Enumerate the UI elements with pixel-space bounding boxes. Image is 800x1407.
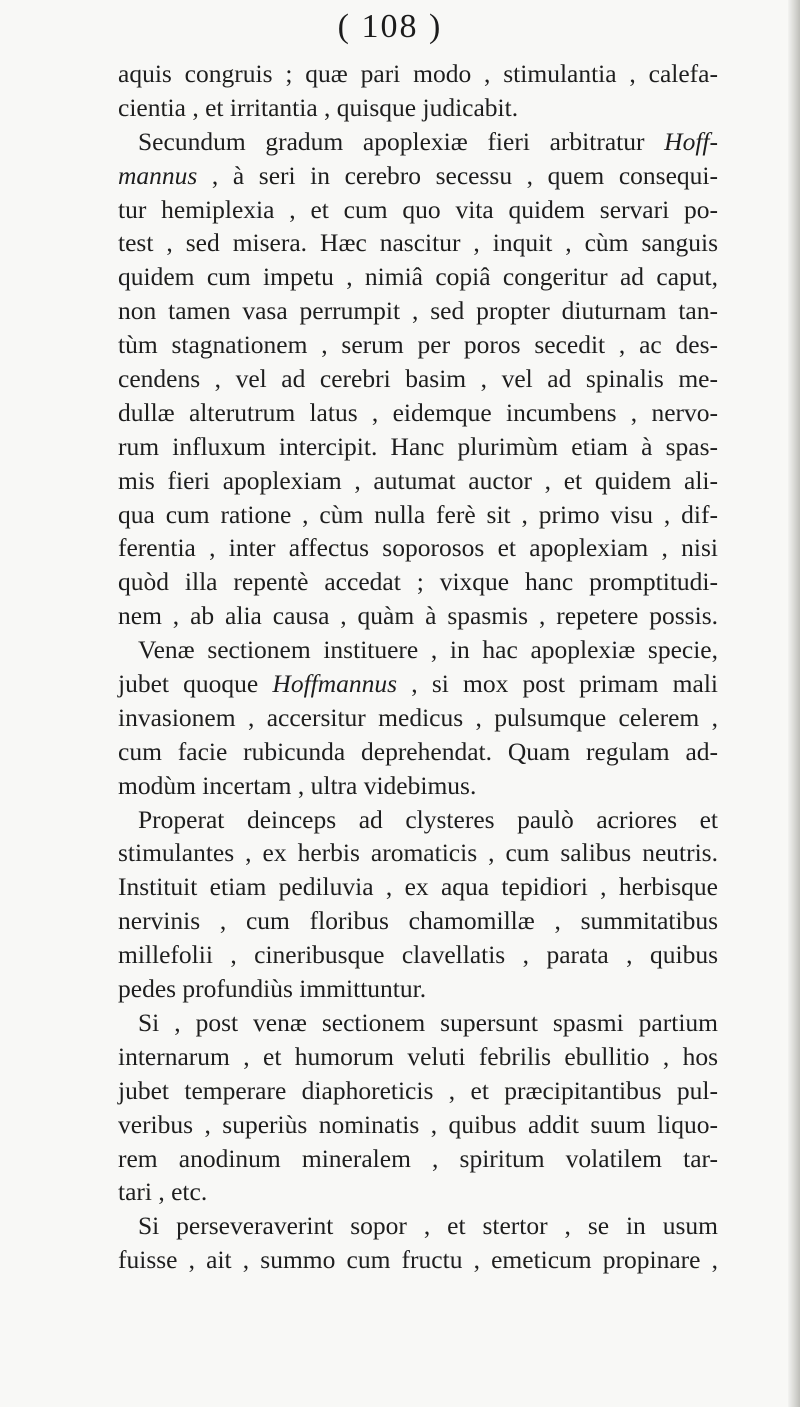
text-line: jubet quoque Hoffmannus , si mox post primam mali [118,669,718,699]
text-line: dullæ alterutrum latus , eidemque incumbens , nervo- [118,397,718,427]
text-line: millefolii , cineribusque clavellatis , parata , quibus [118,940,718,970]
italic-name: Hoffmannus [272,669,398,699]
text-line: cientia , et irritantia , quisque judicabit. [118,92,519,122]
text-line: cendens , vel ad cerebri basim , vel ad spinalis me- [118,364,718,394]
text-line: rem anodinum mineralem , spiritum volatilem tar- [118,1143,718,1173]
text-line: Secundum gradum apoplexiæ fieri arbitratur Hoff- [138,126,718,156]
text-line: modùm incertam , ultra videbimus. [118,770,477,800]
text-line: jubet temperare diaphoreticis , et præcipitantibus pul- [118,1075,718,1105]
text-line: quòd illa repentè accedat ; vixque hanc promptitudi- [118,567,718,597]
text-line: internarum , et humorum veluti febrilis ebullitio , hos [118,1041,718,1071]
text-line: veribus , superiùs nominatis , quibus addit suum liquo- [118,1109,718,1139]
text-line: mannus , à seri in cerebro secessu , quem consequi- [118,160,718,190]
text-line: rum influxum intercipit. Hanc plurimùm etiam à spas- [118,431,718,461]
text-line: qua cum ratione , cùm nulla ferè sit , primo visu , dif- [118,499,718,529]
page-edge-shadow [788,0,800,1407]
text-line: aquis congruis ; quæ pari modo , stimulantia , calefa- [118,59,718,88]
text-line: fuisse , ait , summo cum fructu , emeticum propinare , [118,1245,718,1275]
text-line: nervinis , cum floribus chamomillæ , summitatibus [118,906,718,936]
text-line: Properat deinceps ad clysteres paulò acriores et [138,804,718,834]
text-line: tari , etc. [118,1177,208,1207]
text-line: invasionem , accersitur medicus , pulsumque celerem , [118,702,718,732]
text-line: Si perseveraverint sopor , et stertor , se in usum [138,1211,718,1241]
text-line: Instituit etiam pediluvia , ex aqua tepidiori , herbisque [118,872,718,902]
page-number: ( 108 ) [337,8,443,45]
text-line: ferentia , inter affectus soporosos et apoplexiam , nisi [118,533,718,563]
text-line: Si , post venæ sectionem supersunt spasmi partium [138,1007,718,1037]
text-line: quidem cum impetu , nimiâ copiâ congeritur ad caput, [118,262,718,292]
text-line: tùm stagnationem , serum per poros secedit , ac des- [118,330,718,360]
text-line: cum facie rubicunda deprehendat. Quam regulam ad- [118,736,718,766]
text-line: mis fieri apoplexiam , autumat auctor , et quidem ali- [118,465,718,495]
italic-name: mannus [118,160,198,190]
text-line: Venæ sectionem instituere , in hac apoplexiæ specie, [138,635,718,665]
text-line: stimulantes , ex herbis aromaticis , cum salibus neutris. [118,838,718,868]
text-line: non tamen vasa perrumpit , sed propter diuturnam tan- [118,296,718,326]
text-line: pedes profundiùs immittuntur. [118,974,427,1004]
italic-name: Hoff- [664,126,718,156]
text-line: tur hemiplexia , et cum quo vita quidem servari po- [118,194,718,224]
body-text [118,57,718,1277]
text-line: nem , ab alia causa , quàm à spasmis , repetere possis. [118,601,718,631]
text-line: test , sed misera. Hæc nascitur , inquit , cùm sanguis [118,228,718,258]
